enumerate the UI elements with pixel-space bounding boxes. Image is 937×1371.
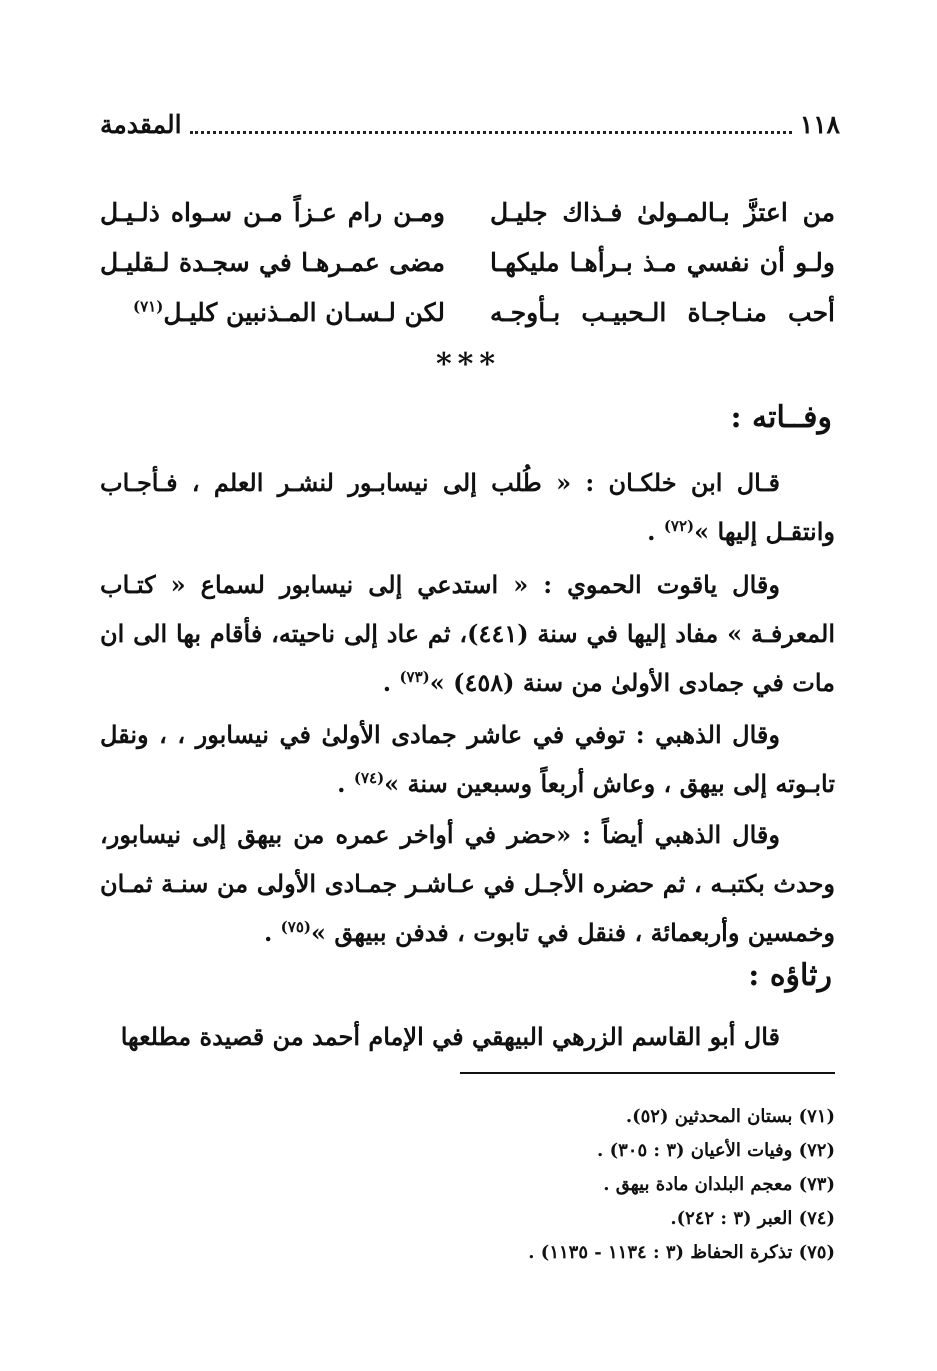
paragraph [100,560,835,707]
paragraph-end: . [263,918,281,947]
section-separator: *** [435,347,502,382]
paragraph-text: وقال ياقوت الحموي : « استدعي إلى نيسابور لسماع « كتـاب المعرفـة » مفاد إليها في سنة (٤٤١)، ثم عاد إلى ناحيته، فأقام بها الى ان مات في جمادى الأولىٰ من سنة (٤٥٨) » [100,570,836,697]
paragraph-end: . [647,517,664,546]
verse-first-hemistich: من اعتزَّ بـالمـولىٰ فـذاك جليـل [490,198,835,227]
verse-text: لكن لـسـان المـذنبين كليـل [163,298,445,327]
paragraph [100,710,835,808]
footnote-marker: (٧٢) [663,517,695,535]
verse-first-hemistich: أحب منـاجـاة الـحبيـب بـأوجـه [490,298,835,327]
section-heading-elegy: رثاؤه : [748,958,832,993]
running-title: المقدمة [100,109,182,139]
verse-first-hemistich: ولـو أن نفسي مـذ بـرأهـا مليكهـا [490,248,835,277]
footnote-item: (٧٥) تذكرة الحفاظ (٣ : ١١٣٤ - ١١٣٥) . [528,1242,835,1263]
paragraph-end: . [337,769,354,798]
page-header [100,104,840,144]
footnote-divider [460,1072,835,1074]
verse-second-hemistich: مضى عمـرهـا في سجـدة لـقليـل [100,248,445,277]
paragraph-text: وقال الذهبي أيضاً : «حضر في أواخر عمره من بيهق إلى نيسابور، وحدث بكتبـه ، ثم حضره الأجـل في عـاشـر جمـادى الأولى من سنـة ثمـان وخمسين وأربعمائة ، فنقل في تابوت ، فدفن ببيهق » [100,820,835,947]
footnote-marker: (٧٤) [353,769,385,787]
verse-second-hemistich [100,288,445,338]
footnote-item: (٧٤) العبر (٣ : ٢٤٢). [670,1208,835,1229]
paragraph-end: . [382,668,400,697]
section-heading-death: وفــاته : [730,400,832,435]
poem-verse [100,238,835,288]
paragraph [100,458,835,556]
footnote-item: (٧٣) معجم البلدان مادة بيهق . [603,1174,835,1195]
footnote-item: (٧١) بستان المحدثين (٥٢). [625,1106,835,1127]
footnote-item: (٧٢) وفيات الأعيان (٣ : ٣٠٥) . [597,1140,835,1161]
paragraph-text: قال أبو القاسم الزرهي البيهقي في الإمام أحمد من قصيدة مطلعها [120,1022,780,1051]
poem-verse [100,288,835,338]
poem-verse [100,188,835,238]
paragraph [100,1012,835,1061]
paragraph [100,810,835,957]
footnote-marker: (٧١) [133,297,164,316]
footnote-marker: (٧٣) [399,668,430,686]
page-number: ١١٨ [799,109,840,139]
leader-dots [190,131,792,134]
paragraph-text: قـال ابن خلكـان : « طُلب إلى نيسابـور لنشـر العلم ، فـأجـاب وانتقـل إليها » [100,468,835,546]
footnote-marker: (٧٥) [280,918,312,936]
verse-second-hemistich: ومـن رام عـزاً مـن سـواه ذلـيـل [100,198,445,227]
paragraph-text: وقال الذهبي : توفي في عاشر جمادى الأولىٰ في نيسابور ، ، ونقل تابـوته إلى بيهق ، وعاش أربعاً وسبعين سنة » [100,720,835,798]
footnotes [100,1100,835,1270]
